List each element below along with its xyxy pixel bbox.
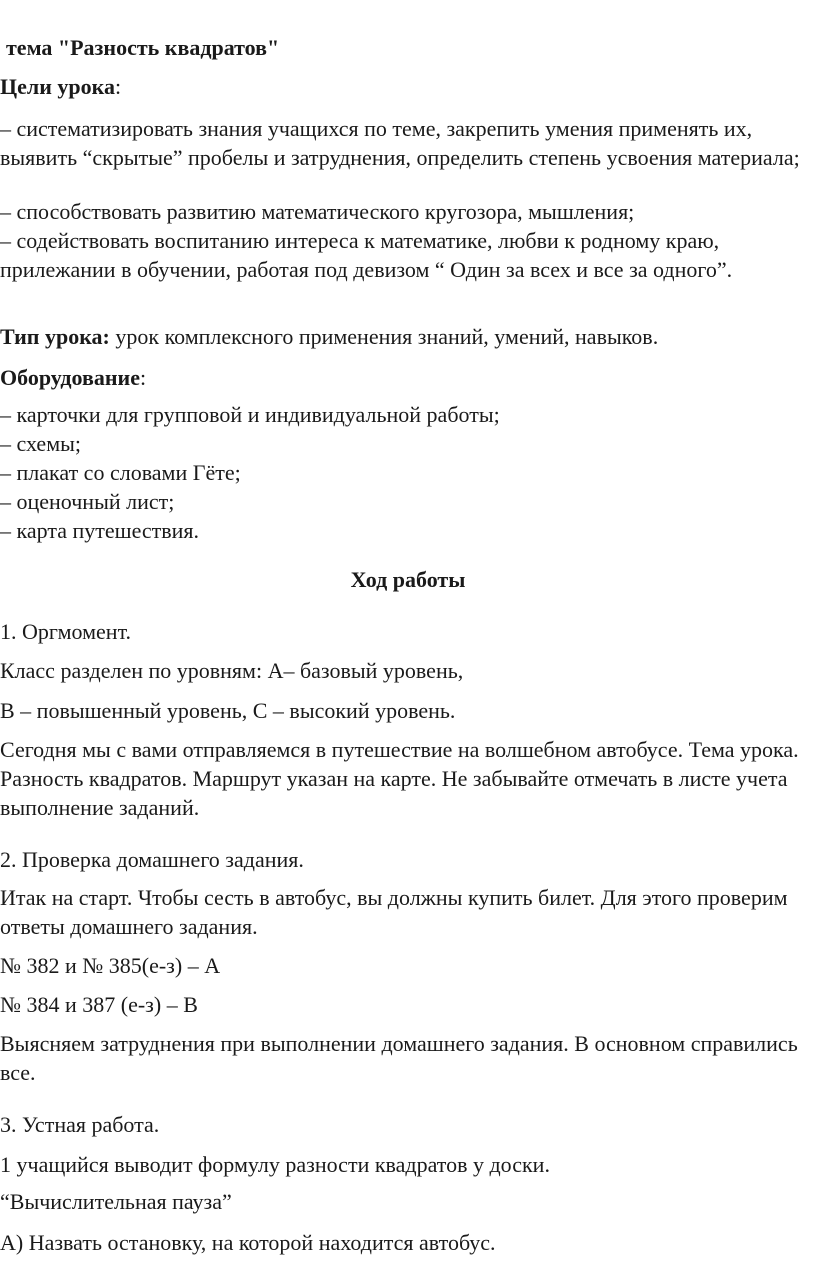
section3-paragraph-2: “Вычислительная пауза” (0, 1189, 232, 1214)
goals-heading: Цели урока (0, 74, 115, 99)
equipment-item-4: – оценочный лист; (0, 489, 175, 514)
progress-heading: Ход работы (350, 567, 466, 592)
lesson-type-label: Тип урока: (0, 324, 110, 349)
goals-item-3: – содействовать воспитанию интереса к математике, любви к родному краю, прилежании в обучении, работая под девизом “ Один за всех и все за одного”. (0, 228, 733, 282)
goals-item-2: – способствовать развитию математического кругозора, мышления; (0, 199, 635, 224)
goals-heading-line (0, 72, 812, 101)
section1-paragraph-1: Класс разделен по уровням: А– базовый уровень, (0, 658, 464, 683)
equipment-item-5: – карта путешествия. (0, 518, 200, 543)
goals-item-1: – систематизировать знания учащихся по теме, закрепить умения применять их, выявить “скрытые” пробелы и затруднения, определить степень усвоения материала; (0, 116, 800, 170)
section3-paragraph-1: 1 учащийся выводит формулу разности квадратов у доски. (0, 1152, 550, 1177)
section1-paragraph-2: В – повышенный уровень, С – высокий уровень. (0, 698, 456, 723)
section2-paragraph-2: № 382 и № 385(е-з) – А (0, 953, 221, 978)
goals-colon: : (114, 74, 122, 99)
section1-paragraph-3: Сегодня мы с вами отправляемся в путешествие на волшебном автобусе. Тема урока. Разность квадратов. Маршрут указан на карте. Не забывайте отмечать в листе учета выполнение заданий. (0, 737, 799, 820)
equipment-item-3: – плакат со словами Гёте; (0, 460, 241, 485)
equipment-heading: Оборудование (0, 365, 140, 390)
lesson-type-text: урок комплексного применения знаний, умений, навыков. (109, 324, 659, 349)
equipment-colon: : (139, 365, 147, 390)
section2-heading: 2. Проверка домашнего задания. (0, 847, 304, 872)
equipment-item-1: – карточки для групповой и индивидуальной работы; (0, 402, 500, 427)
section2-paragraph-3: № 384 и 387 (е-з) – В (0, 992, 198, 1017)
document-title: тема "Разность квадратов" (6, 35, 280, 60)
section3-heading: 3. Устная работа. (0, 1112, 160, 1137)
equipment-list (0, 400, 812, 545)
equipment-item-2: – схемы; (0, 431, 82, 456)
section3-paragraph-3: А) Назвать остановку, на которой находится автобус. (0, 1230, 496, 1255)
section1-heading: 1. Оргмомент. (0, 619, 132, 644)
section2-paragraph-4: Выясняем затруднения при выполнении домашнего задания. В основном справились все. (0, 1031, 798, 1085)
equipment-heading-line (0, 363, 812, 392)
lesson-type-line (0, 322, 812, 351)
section2-paragraph-1: Итак на старт. Чтобы сесть в автобус, вы должны купить билет. Для этого проверим ответы домашнего задания. (0, 885, 788, 939)
